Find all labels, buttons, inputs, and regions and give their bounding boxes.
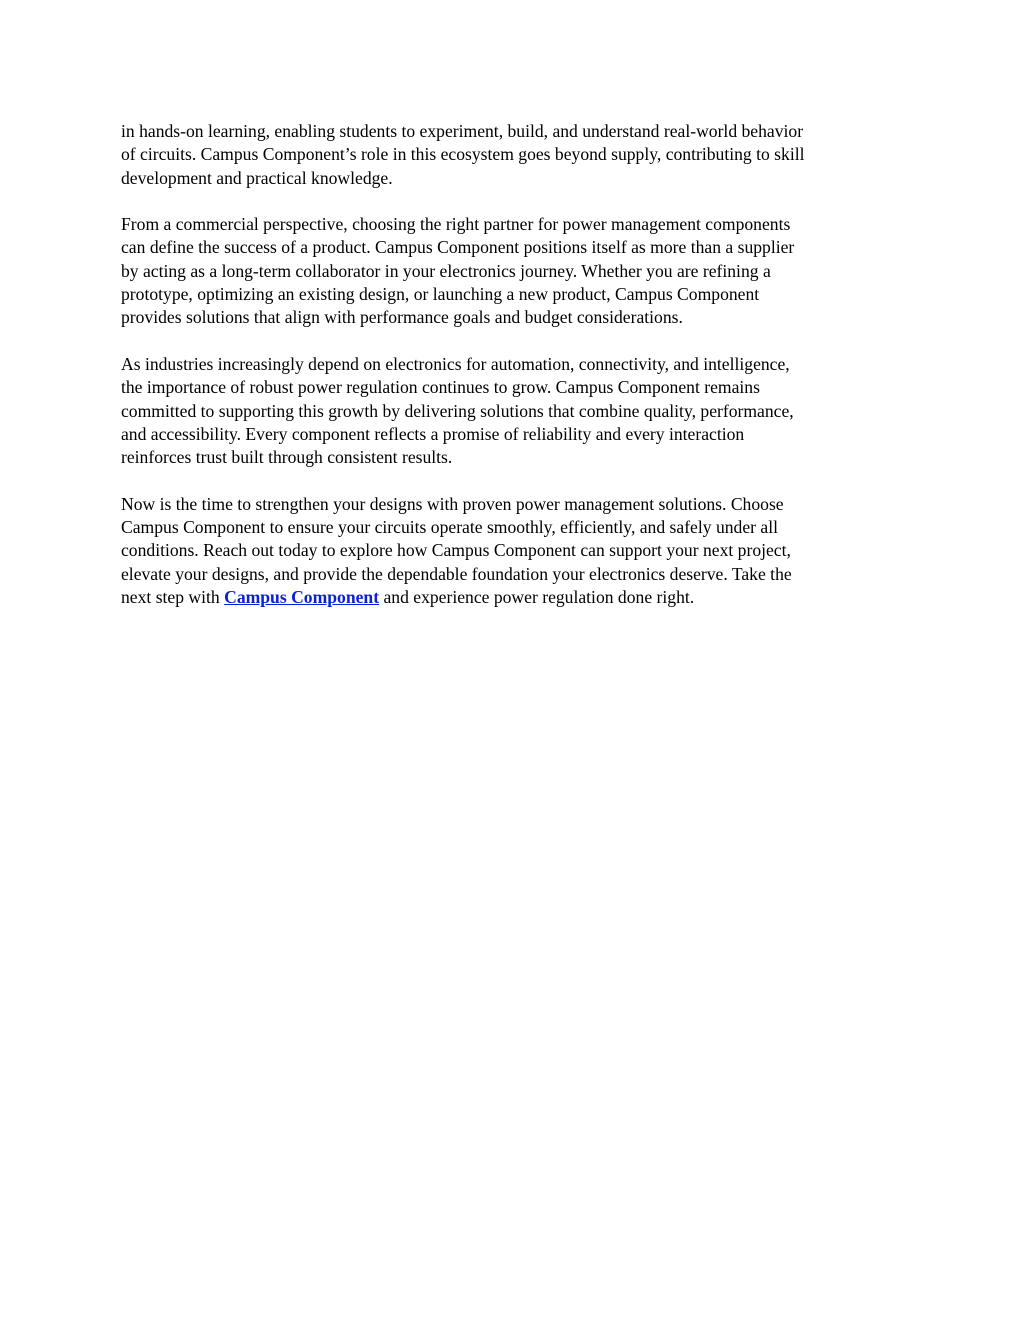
text-line: prototype, optimizing an existing design, or launching a new product, Campus Component (121, 284, 760, 305)
text-line: As industries increasingly depend on electronics for automation, connectivity, and intelligence, (121, 353, 790, 374)
text-line: elevate your designs, and provide the dependable foundation your electronics deserve. Take the (121, 563, 792, 584)
paragraph-3 (121, 353, 906, 469)
text-after-link: and experience power regulation done right. (379, 586, 695, 607)
text-before-link: next step with (121, 586, 225, 607)
paragraph-4 (121, 493, 906, 609)
paragraph-1 (121, 120, 906, 190)
text-line: Now is the time to strengthen your designs with proven power management solutions. Choose (121, 493, 784, 514)
text-line-with-link (121, 586, 906, 609)
text-line: committed to supporting this growth by delivering solutions that combine quality, performance, (121, 400, 794, 421)
campus-component-link[interactable]: Campus Component (224, 586, 380, 607)
text-line: of circuits. Campus Component’s role in this ecosystem goes beyond supply, contributing to skill (121, 144, 805, 165)
text-line: provides solutions that align with performance goals and budget considerations. (121, 307, 683, 328)
text-line: by acting as a long-term collaborator in your electronics journey. Whether you are refining a (121, 260, 771, 281)
text-line: development and practical knowledge. (121, 167, 393, 188)
text-line: conditions. Reach out today to explore how Campus Component can support your next project, (121, 540, 791, 561)
text-line: and accessibility. Every component reflects a promise of reliability and every interaction (121, 423, 745, 444)
text-line: in hands-on learning, enabling students to experiment, build, and understand real-world behavior (121, 121, 804, 141)
paragraph-2 (121, 213, 906, 329)
document-body (121, 120, 906, 633)
text-line: can define the success of a product. Campus Component positions itself as more than a supplier (121, 237, 795, 258)
text-line: From a commercial perspective, choosing the right partner for power management components (121, 214, 791, 235)
text-line: Campus Component to ensure your circuits operate smoothly, efficiently, and safely under all (121, 517, 778, 538)
text-line: reinforces trust built through consistent results. (121, 447, 453, 468)
text-line: the importance of robust power regulation continues to grow. Campus Component remains (121, 377, 760, 398)
